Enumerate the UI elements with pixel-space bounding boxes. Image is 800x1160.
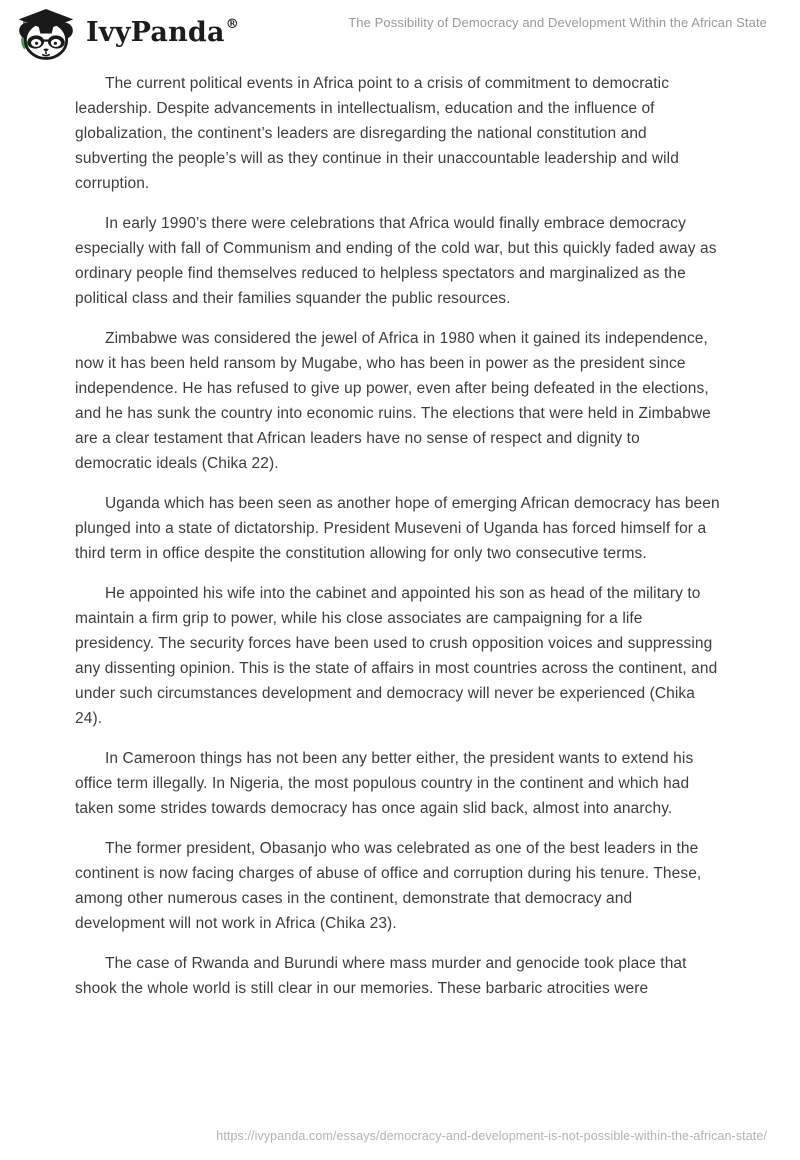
- essay-paragraph: The current political events in Africa point to a crisis of commitment to democratic leadership. Despite advancements in intellectualism, education and the influence of globalization, the continent’s leaders are disregarding the national constitution and subverting the people’s will as they continue in their unaccountable leadership and wild corruption.: [75, 75, 679, 192]
- essay-paragraph: Uganda which has been seen as another hope of emerging African democracy has been plunged into a state of dictatorship. President Museveni of Uganda has forced himself for a third term in office despite the constitution allowing for only two consecutive terms.: [75, 495, 720, 562]
- source-url-link[interactable]: https://ivypanda.com/essays/democracy-and-development-is-not-possible-within-the-african-state/: [216, 1129, 767, 1143]
- essay-paragraph: In early 1990’s there were celebrations that Africa would finally embrace democracy especially with fall of Communism and ending of the cold war, but this quickly faded away as ordinary people find themselves reduced to helpless spectators and marginalized as the political class and their families squander the public resources.: [75, 215, 717, 307]
- brand-wordmark: [86, 18, 239, 50]
- essay-body: [75, 71, 721, 1016]
- essay-paragraph: He appointed his wife into the cabinet and appointed his son as head of the military to maintain a firm grip to power, while his close associates are campaigning for a life presidency. The security forces have been used to crush opposition voices and suppressing any dissenting opinion. This is the state of affairs in most countries across the continent, and under such circumstances development and democracy will never be experienced (Chika 24).: [75, 585, 718, 727]
- brand-name: IvyPanda: [86, 16, 225, 48]
- essay-paragraph: Zimbabwe was considered the jewel of Africa in 1980 when it gained its independence, now it has been held ransom by Mugabe, who has been in power as the president since independence. He has refused to give up power, even after being defeated in the elections, and he has sunk the country into economic ruins. The elections that were held in Zimbabwe are a clear testament that African leaders have no sense of respect and dignity to democratic ideals (Chika 22).: [75, 330, 711, 472]
- page-header: [0, 0, 800, 66]
- essay-paragraph: The former president, Obasanjo who was celebrated as one of the best leaders in the continent is now facing charges of abuse of office and corruption during his tenure. These, among other numerous cases in the continent, demonstrate that democracy and development will not work in Africa (Chika 23).: [75, 840, 702, 932]
- registered-trademark-symbol: ®: [225, 16, 239, 32]
- panda-graduation-cap-icon: [14, 7, 78, 60]
- document-title: The Possibility of Democracy and Development Within the African State: [348, 15, 767, 30]
- essay-paragraph: The case of Rwanda and Burundi where mass murder and genocide took place that shook the whole world is still clear in our memories. These barbaric atrocities were: [75, 955, 687, 997]
- brand-logo-group: [14, 7, 239, 60]
- essay-paragraph: In Cameroon things has not been any better either, the president wants to extend his office term illegally. In Nigeria, the most populous country in the continent and which had taken some strides towards democracy has once again slid back, almost into anarchy.: [75, 750, 694, 817]
